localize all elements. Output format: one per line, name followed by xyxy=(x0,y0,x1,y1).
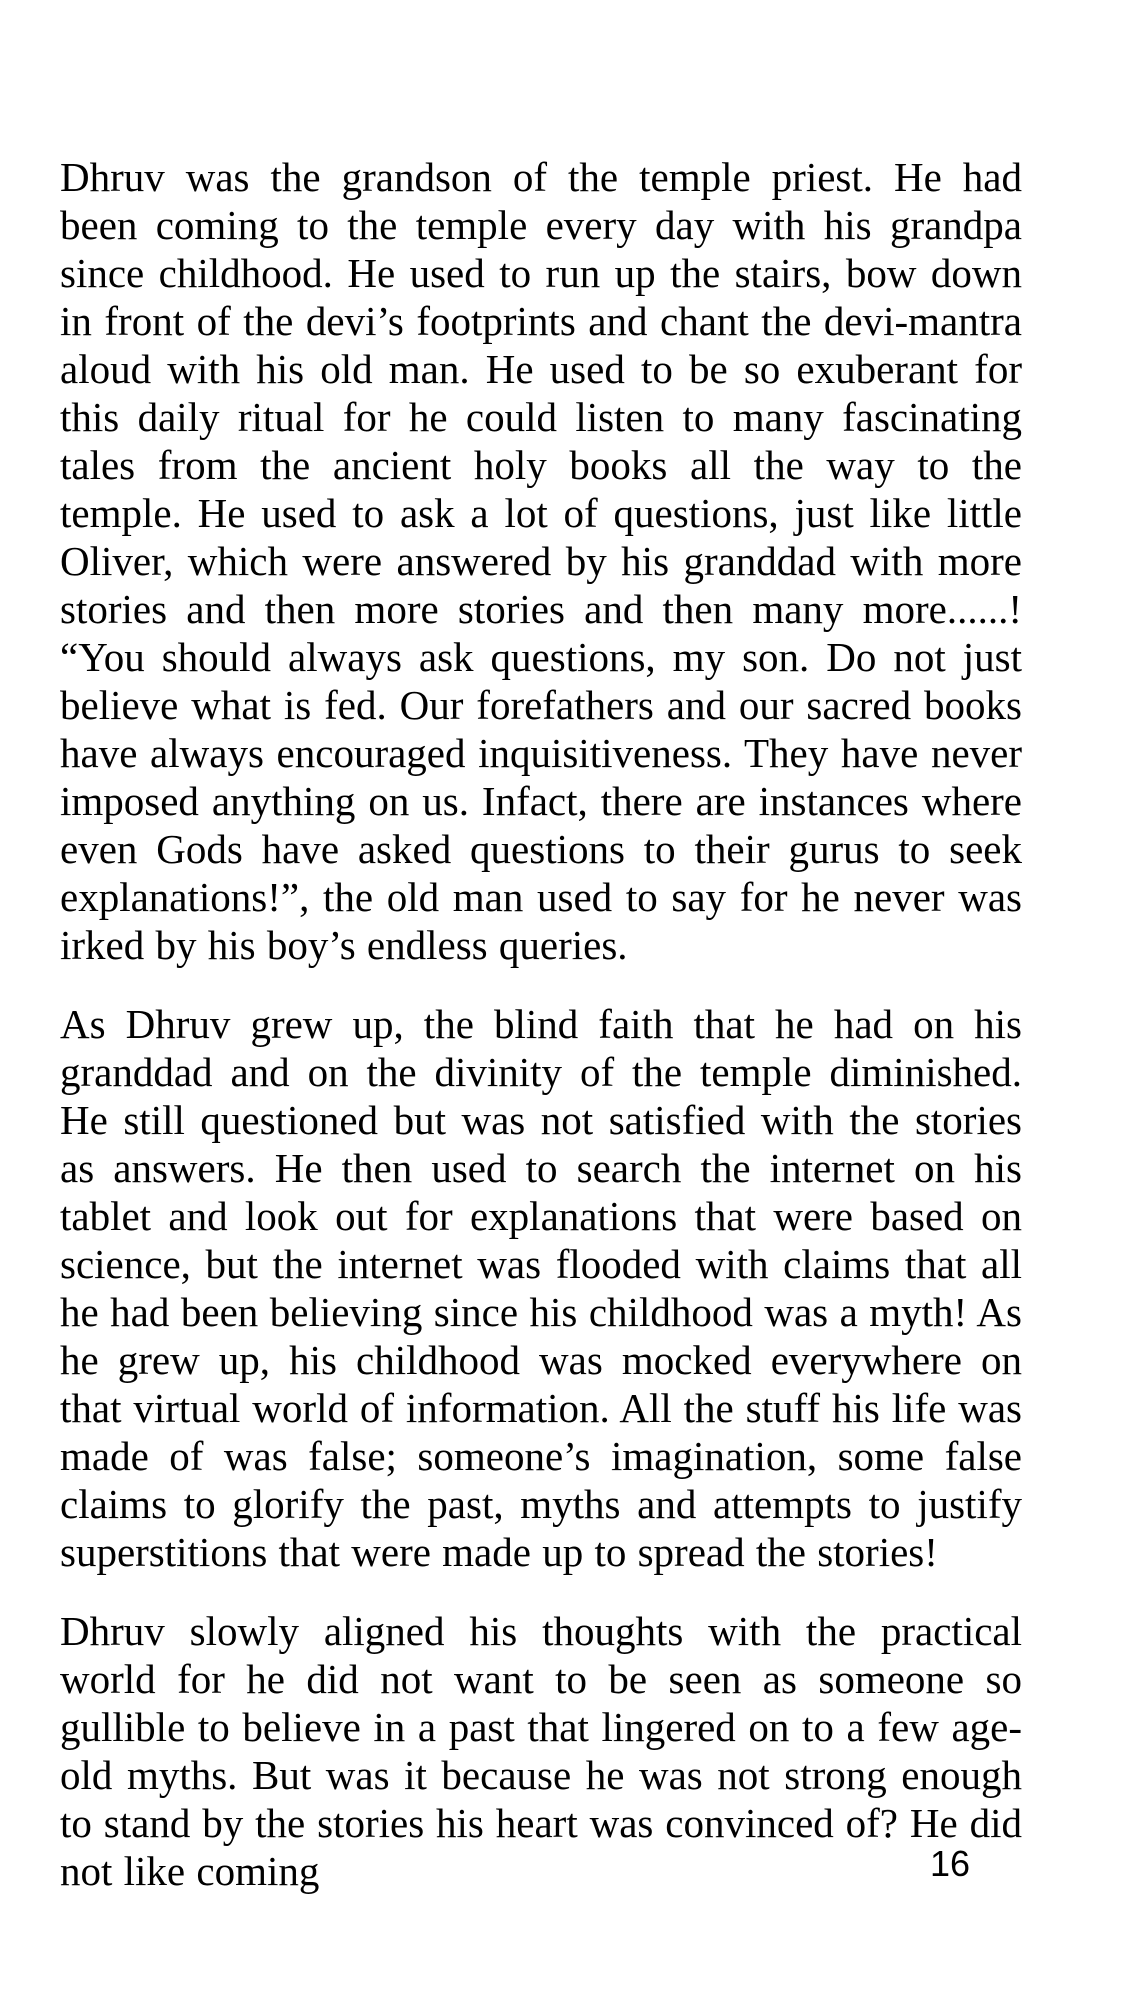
paragraph-3: Dhruv slowly aligned his thoughts with the practical world for he did not want to be seen as someone so gullible to believe in a past that lingered on to a few age-old myths. But was it because he was not strong enough to stand by the stories his heart was convinced of? He did not like coming xyxy=(60,1608,1022,1894)
page-number: 16 xyxy=(929,1843,970,1884)
paragraph-1: Dhruv was the grandson of the temple priest. He had been coming to the temple every day with his grandpa since childhood. He used to run up the stairs, bow down in front of the devi’s footprints and chant the devi-mantra aloud with his old man. He used to be so exuberant for this daily ritual for he could listen to many fascinating tales from the ancient holy books all the way to the temple. He used to ask a lot of questions, just like little Oliver, which were answered by his granddad with more stories and then more stories and then many more......! “You should always ask questions, my son. Do not just believe what is fed. Our forefathers and our sacred books have always encouraged inquisitiveness. They have never imposed anything on us. Infact, there are instances where even Gods have asked questions to their gurus to seek explanations!”, the old man used to say for he never was irked by his boy’s endless queries. xyxy=(60,154,1022,968)
paragraph-2: As Dhruv grew up, the blind faith that he had on his granddad and on the divinity of the temple diminished. He still questioned but was not satisfied with the stories as answers. He then used to search the internet on his tablet and look out for explanations that were based on science, but the internet was flooded with claims that all he had been believing since his childhood was a myth! As he grew up, his childhood was mocked everywhere on that virtual world of information. All the stuff his life was made of was false; someone’s imagination, some false claims to glorify the past, myths and attempts to justify superstitions that were made up to spread the stories! xyxy=(60,1001,1022,1575)
body-text xyxy=(60,153,1022,1926)
